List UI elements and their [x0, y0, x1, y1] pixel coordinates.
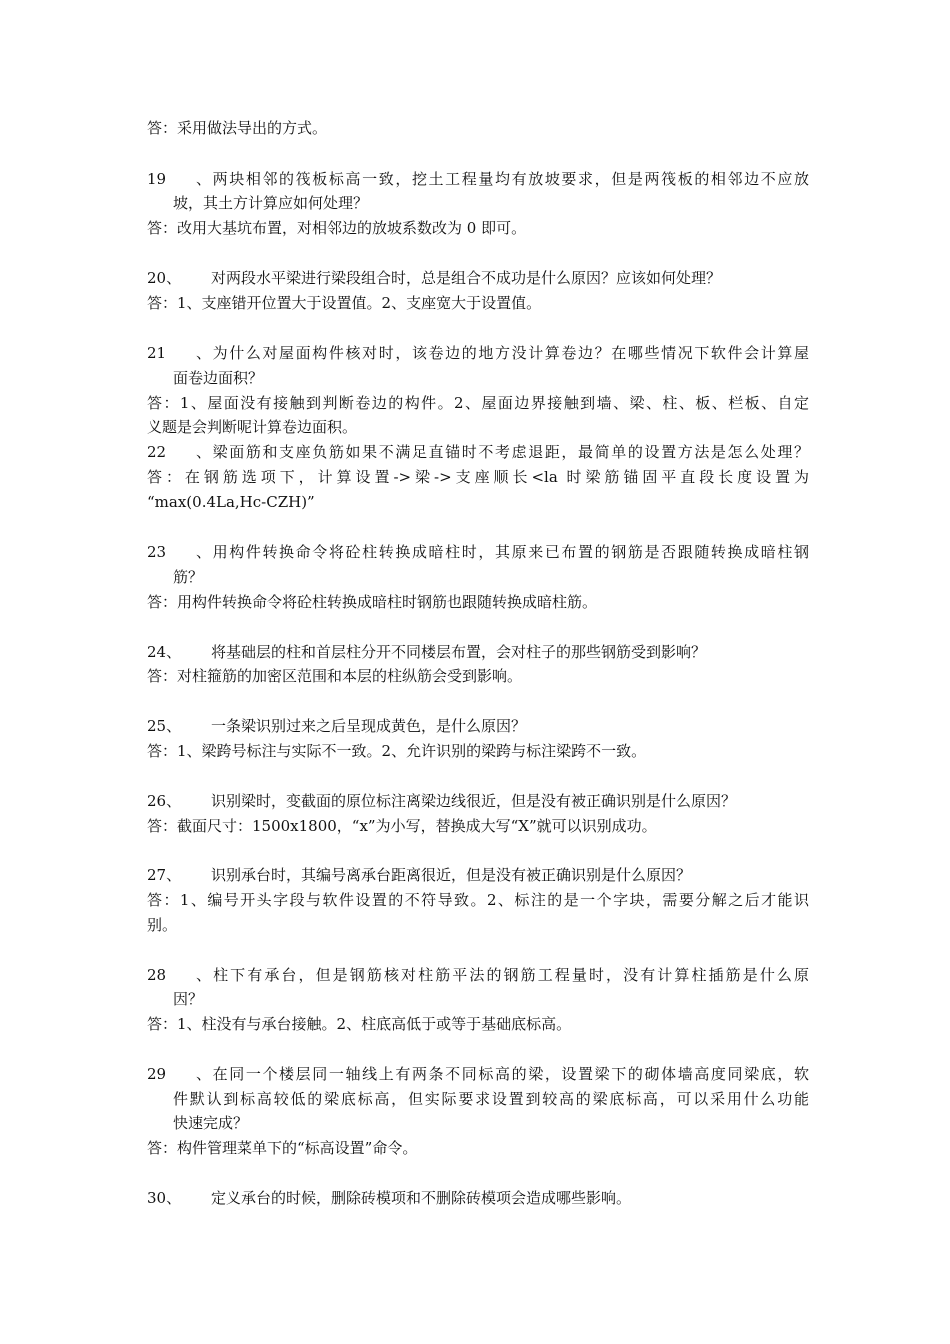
- question-text: 在同一个楼层同一轴线上有两条不同标高的梁，设置梁下的砌体墙高度同梁底，软: [211, 1065, 809, 1083]
- question-number: 28、: [147, 966, 211, 984]
- question-number: 27、: [147, 866, 182, 884]
- answer-29: 答：构件管理菜单下的“标高设置”命令。: [147, 1139, 418, 1157]
- question-21-cont: 面卷边面积？: [173, 369, 264, 387]
- question-text: 对两段水平梁进行梁段组合时，总是组合不成功是什么原因？应该如何处理？: [211, 269, 722, 287]
- question-number: 23、: [147, 543, 211, 561]
- question-text: 识别承台时，其编号离承台距离很近，但是没有被正确识别是什么原因？: [211, 866, 692, 884]
- question-number: 21、: [147, 344, 211, 362]
- question-30: [147, 1186, 809, 1210]
- question-text: 两块相邻的筏板标高一致，挖土工程量均有放坡要求，但是两筏板的相邻边不应放: [211, 170, 809, 188]
- question-text: 将基础层的柱和首层柱分开不同楼层布置，会对柱子的那些钢筋受到影响？: [211, 643, 707, 661]
- question-26: [147, 789, 809, 813]
- question-text: 定义承台的时候，删除砖模项和不删除砖模项会造成哪些影响。: [211, 1189, 632, 1207]
- question-19: [147, 167, 809, 191]
- question-text: 识别梁时，变截面的原位标注离梁边线很近，但是没有被正确识别是什么原因？: [211, 792, 737, 810]
- question-23: [147, 540, 809, 564]
- question-number: 25、: [147, 717, 182, 735]
- answer-26: 答：截面尺寸：1500x1800，“x”为小写，替换成大写“X”就可以识别成功。: [147, 817, 657, 835]
- question-19-cont: 坡，其土方计算应如何处理？: [173, 194, 369, 212]
- question-number: 20、: [147, 269, 182, 287]
- question-text: 一条梁识别过来之后呈现成黄色，是什么原因？: [211, 717, 527, 735]
- answer-23: 答：用构件转换命令将砼柱转换成暗柱时钢筋也跟随转换成暗柱筋。: [147, 593, 598, 611]
- question-24: [147, 640, 809, 664]
- answer-22-cont: “max(0.4La,Hc-CZH)”: [147, 493, 315, 511]
- answer-27: 答：1、编号开头字段与软件设置的不符导致。2、标注的是一个字块，需要分解之后才能识: [147, 891, 809, 909]
- answer-21: 答：1、屋面没有接触到判断卷边的构件。2、屋面边界接触到墙、梁、柱、板、栏板、自定: [147, 394, 809, 412]
- answer-28: 答：1、柱没有与承台接触。2、柱底高低于或等于基础底标高。: [147, 1015, 572, 1033]
- question-21: [147, 341, 809, 365]
- question-text: 梁面筋和支座负筋如果不满足直锚时不考虑退距，最简单的设置方法是怎么处理？: [211, 443, 809, 461]
- question-number: 26、: [147, 792, 182, 810]
- answer-24: 答：对柱箍筋的加密区范围和本层的柱纵筋会受到影响。: [147, 667, 523, 685]
- question-25: [147, 714, 809, 738]
- question-number: 19、: [147, 170, 211, 188]
- answer-27-cont: 别。: [147, 916, 178, 934]
- answer-21-cont: 义题是会判断呢计算卷边面积。: [147, 418, 358, 436]
- question-28-cont: 因？: [173, 990, 204, 1008]
- answer-19: 答：改用大基坑布置，对相邻边的放坡系数改为 0 即可。: [147, 219, 527, 237]
- question-number: 29、: [147, 1065, 211, 1083]
- question-text: 用构件转换命令将砼柱转换成暗柱时，其原来已布置的钢筋是否跟随转换成暗柱钢: [211, 543, 809, 561]
- question-number: 24、: [147, 643, 182, 661]
- question-number: 22、: [147, 443, 211, 461]
- answer-25: 答：1、梁跨号标注与实际不一致。2、允许识别的梁跨与标注梁跨不一致。: [147, 742, 647, 760]
- answer-20: 答：1、支座错开位置大于设置值。2、支座宽大于设置值。: [147, 294, 542, 312]
- question-28: [147, 963, 809, 987]
- question-number: 30、: [147, 1189, 182, 1207]
- question-text: 柱下有承台，但是钢筋核对柱筋平法的钢筋工程量时，没有计算柱插筋是什么原: [211, 966, 809, 984]
- question-27: [147, 863, 809, 887]
- question-23-cont: 筋？: [173, 568, 204, 586]
- answer-18: 答：采用做法导出的方式。: [147, 119, 328, 137]
- question-29-cont: 件默认到标高较低的梁底标高，但实际要求设置到较高的梁底标高，可以采用什么功能: [173, 1090, 809, 1108]
- question-29: [147, 1062, 809, 1086]
- question-22: [147, 440, 809, 464]
- question-20: [147, 266, 809, 290]
- answer-22: 答：在钢筋选项下，计算设置->梁->支座顺长<la 时梁筋锚固平直段长度设置为: [147, 468, 809, 486]
- question-text: 为什么对屋面构件核对时，该卷边的地方没计算卷边？在哪些情况下软件会计算屋: [211, 344, 809, 362]
- question-29-cont2: 快速完成？: [173, 1114, 249, 1132]
